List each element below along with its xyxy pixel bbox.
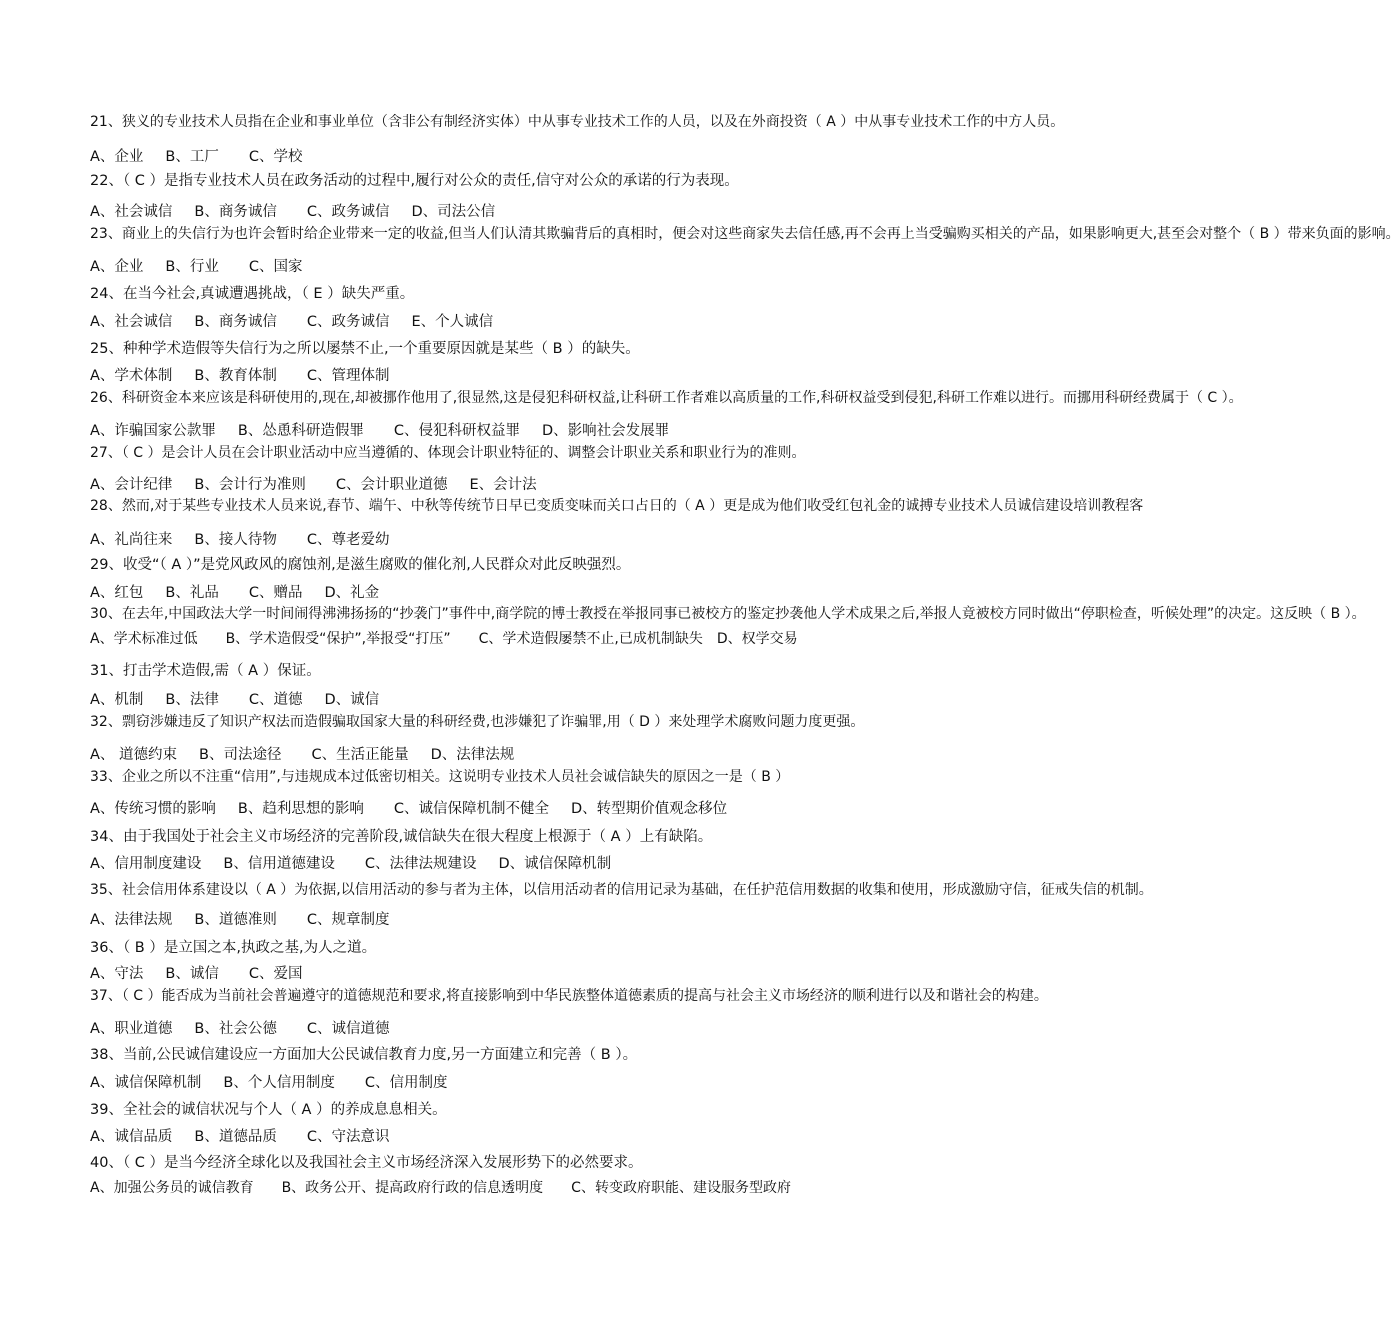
- question-text: 38、当前,公民诚信建设应一方面加大公民诚信教育力度,另一方面建立和完善（ B ）。: [90, 1047, 638, 1063]
- answer-options: [90, 258, 325, 278]
- answer-option: B、道德准则: [194, 912, 277, 928]
- answer-option: B、教育体制: [194, 368, 277, 384]
- question-text: A、加强公务员的诚信教育 B、政务公开、提高政府行政的信息透明度 C、转变政府职能、建设服务型政府: [90, 1180, 791, 1196]
- answer-option: A、诈骗国家公款罪: [90, 423, 216, 439]
- answer-option: A、诚信保障机制: [90, 1075, 202, 1091]
- answer-options: [90, 746, 536, 766]
- answer-option: E、个人诚信: [411, 314, 494, 330]
- answer-option: A、法律法规: [90, 912, 173, 928]
- answer-option: D、影响社会发展罪: [542, 423, 670, 439]
- answer-option: A、守法: [90, 966, 144, 982]
- answer-option: C、信用制度: [364, 1075, 448, 1091]
- answer-option: C、诚信保障机制不健全: [393, 801, 549, 817]
- answer-option: C、守法意识: [306, 1129, 390, 1145]
- answer-option: B、会计行为准则: [194, 477, 306, 493]
- answer-options: [90, 1074, 470, 1094]
- answer-option: C、法律法规建设: [364, 856, 477, 872]
- answer-option: D、诚信: [324, 692, 380, 708]
- answer-option: B、礼品: [165, 585, 219, 601]
- answer-option: B、道德品质: [194, 1129, 277, 1145]
- answer-options: [90, 691, 401, 711]
- answer-option: C、侵犯科研权益罪: [393, 423, 520, 439]
- question-text: 28、然而,对于某些专业技术人员来说,春节、端午、中秋等传统节日早已变质变味而关口占日的（ A ）更是成为他们收受红包礼金的诚搏专业技术人员诚信建设培训教程客: [90, 498, 1144, 514]
- answer-option: D、诚信保障机制: [498, 856, 612, 872]
- answer-option: B、法律: [165, 692, 219, 708]
- answer-option: B、接人待物: [194, 532, 277, 548]
- answer-option: A、社会诚信: [90, 204, 173, 220]
- answer-option: E、会计法: [469, 477, 537, 493]
- question-text: 31、打击学术造假,需（ A ）保证。: [90, 663, 321, 679]
- answer-options: [90, 855, 633, 875]
- answer-option: A、信用制度建设: [90, 856, 202, 872]
- answer-option: C、赠品: [248, 585, 303, 601]
- answer-option: A、企业: [90, 149, 144, 165]
- answer-option: A、礼尚往来: [90, 532, 173, 548]
- question-text: 32、剽窃涉嫌违反了知识产权法而造假骗取国家大量的科研经费,也涉嫌犯了诈骗罪,用（ D ）来处理学术腐败问题力度更强。: [90, 714, 865, 730]
- question-text: 37、（ C ）能否成为当前社会普遍遵守的道德规范和要求,将直接影响到中华民族整体道德素质的提高与社会主义市场经济的顺利进行以及和谐社会的构建。: [90, 988, 1048, 1004]
- answer-option: B、司法途径: [199, 747, 282, 763]
- answer-options: [90, 1128, 412, 1148]
- question-text: 24、在当今社会,真诚遭遇挑战，（ E ）缺失严重。: [90, 286, 415, 302]
- answer-option: A、职业道德: [90, 1021, 173, 1037]
- answer-option: C、政务诚信: [306, 314, 390, 330]
- answer-option: B、个人信用制度: [223, 1075, 335, 1091]
- answer-options: [90, 1020, 412, 1040]
- answer-options: [90, 476, 559, 496]
- answer-option: A、诚信品质: [90, 1129, 173, 1145]
- answer-option: D、司法公信: [411, 204, 496, 220]
- question-text: 21、狭义的专业技术人员指在企业和事业单位（含非公有制经济实体）中从事专业技术工作的人员，以及在外商投资（ A ）中从事专业技术工作的中方人员。: [90, 114, 1065, 130]
- question-text: 23、商业上的失信行为也许会暂时给企业带来一定的收益,但当人们认清其欺骗背后的真相时，便会对这些商家失去信任感,再不会再上当受骗购买相关的产品，如果影响更大,甚至会对整个（ B ）带来负面的影响。: [90, 226, 1400, 242]
- answer-options: [90, 148, 325, 168]
- answer-option: D、礼金: [324, 585, 380, 601]
- answer-option: B、信用道德建设: [223, 856, 335, 872]
- answer-option: C、诚信道德: [306, 1021, 390, 1037]
- question-text: 39、全社会的诚信状况与个人（ A ）的养成息息相关。: [90, 1102, 447, 1118]
- answer-option: C、学校: [248, 149, 303, 165]
- question-text: 33、企业之所以不注重“信用”,与违规成本过低密切相关。这说明专业技术人员社会诚信缺失的原因之一是（ B ）: [90, 769, 790, 785]
- answer-option: D、法律法规: [430, 747, 515, 763]
- answer-option: C、规章制度: [306, 912, 390, 928]
- answer-option: C、生活正能量: [311, 747, 409, 763]
- question-text: 25、种种学术造假等失信行为之所以屡禁不止,一个重要原因就是某些（ B ）的缺失。: [90, 341, 640, 357]
- answer-option: B、社会公德: [194, 1021, 277, 1037]
- answer-option: C、政务诚信: [306, 204, 390, 220]
- question-text: 40、（ C ）是当今经济全球化以及我国社会主义市场经济深入发展形势下的必然要求。: [90, 1155, 643, 1171]
- question-text: 30、在去年,中国政法大学一时间闹得沸沸扬扬的“抄袭门”事件中,商学院的博士教授在举报同事已被校方的鉴定抄袭他人学术成果之后,举报人竟被校方同时做出“停职检查，听候处理”的决定。这反映（ B ）。: [90, 606, 1366, 622]
- answer-option: C、道德: [248, 692, 303, 708]
- answer-options: [90, 911, 412, 931]
- answer-option: C、管理体制: [306, 368, 390, 384]
- answer-option: B、商务诚信: [194, 314, 277, 330]
- answer-options: [90, 584, 401, 604]
- answer-options: [90, 531, 412, 551]
- answer-option: A、机制: [90, 692, 144, 708]
- answer-option: C、会计职业道德: [335, 477, 448, 493]
- answer-option: A、社会诚信: [90, 314, 173, 330]
- answer-option: C、爱国: [248, 966, 303, 982]
- answer-option: A、红包: [90, 585, 144, 601]
- question-text: 34、由于我国处于社会主义市场经济的完善阶段,诚信缺失在很大程度上根源于（ A ）上有缺陷。: [90, 829, 713, 845]
- answer-option: B、趋利思想的影响: [237, 801, 364, 817]
- answer-option: B、工厂: [165, 149, 219, 165]
- answer-option: A、传统习惯的影响: [90, 801, 216, 817]
- answer-option: A、 道德约束: [90, 747, 178, 763]
- answer-option: B、诚信: [165, 966, 219, 982]
- answer-option: C、尊老爱幼: [306, 532, 390, 548]
- answer-option: D、转型期价值观念移位: [571, 801, 728, 817]
- answer-options: [90, 422, 691, 442]
- answer-options: [90, 203, 517, 223]
- question-text: 26、科研资金本来应该是科研使用的,现在,却被挪作他用了,很显然,这是侵犯科研权益,让科研工作者难以高质量的工作,科研权益受到侵犯,科研工作难以进行。而挪用科研经费属于（ C ）。: [90, 390, 1243, 406]
- answer-option: A、学术体制: [90, 368, 173, 384]
- answer-options: [90, 367, 412, 387]
- answer-option: A、企业: [90, 259, 144, 275]
- answer-option: B、商务诚信: [194, 204, 277, 220]
- question-text: 27、（ C ）是会计人员在会计职业活动中应当遵循的、体现会计职业特征的、调整会计职业关系和职业行为的准则。: [90, 445, 806, 461]
- question-text: 35、社会信用体系建设以（ A ）为依据,以信用活动的参与者为主体，以信用活动者的信用记录为基础，在任护范信用数据的收集和使用，形成激励守信，征戒失信的机制。: [90, 882, 1153, 898]
- answer-option: B、行业: [165, 259, 219, 275]
- answer-options: [90, 313, 515, 333]
- answer-option: B、怂恿科研造假罪: [237, 423, 364, 439]
- question-text: 36、（ B ）是立国之本,执政之基,为人之道。: [90, 940, 377, 956]
- question-text: 22、（ C ）是指专业技术人员在政务活动的过程中,履行对公众的责任,信守对公众的承诺的行为表现。: [90, 173, 739, 189]
- answer-option: C、国家: [248, 259, 303, 275]
- answer-option: A、会计纪律: [90, 477, 173, 493]
- question-text: A、学术标准过低 B、学术造假受“保护”,举报受“打压” C、学术造假屡禁不止,已成机制缺失 D、权学交易: [90, 631, 798, 647]
- answer-options: [90, 800, 749, 820]
- answer-options: [90, 965, 325, 985]
- question-text: 29、收受“（ A ）”是党风政风的腐蚀剂,是滋生腐败的催化剂,人民群众对此反映强烈。: [90, 557, 631, 573]
